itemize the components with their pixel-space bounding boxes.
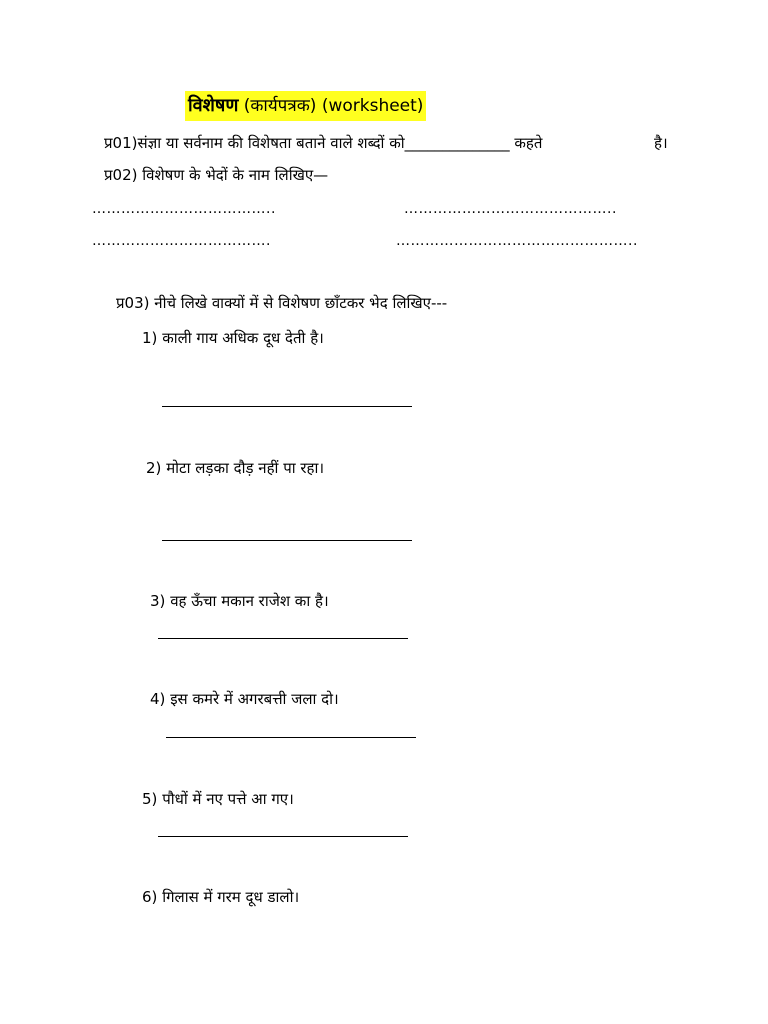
sentence-item (142, 886, 299, 908)
sentence-number: 1) (142, 329, 158, 347)
question-1-end: है। (654, 134, 668, 152)
sentence-text: इस कमरे में अगरबत्ती जला दो। (170, 690, 339, 708)
title-main: विशेषण (188, 95, 239, 116)
sentence-number: 6) (142, 888, 158, 906)
sentence-item (142, 327, 324, 349)
worksheet-title (185, 91, 426, 121)
question-1 (104, 132, 542, 154)
answer-line (158, 638, 408, 639)
sentence-item (142, 788, 294, 810)
sentence-text: पौधों में नए पत्ते आ गए। (162, 790, 294, 808)
sentence-text: वह ऊँचा मकान राजेश का है। (170, 592, 329, 610)
sentence-item (150, 688, 339, 710)
dotted-answer-line: ………………………………. (92, 233, 271, 249)
sentence-number: 3) (150, 592, 166, 610)
answer-line (166, 737, 416, 738)
sentence-text: मोटा लड़का दौड़ नहीं पा रहा। (166, 459, 325, 477)
dotted-answer-line: ……………………………….. (92, 201, 276, 217)
sentence-text: गिलास में गरम दूध डालो। (162, 888, 300, 906)
answer-line (162, 540, 412, 541)
question-2: प्र02) विशेषण के भेदों के नाम लिखिए— (104, 166, 329, 184)
title-sub: (कार्यपत्रक) (worksheet) (243, 96, 424, 116)
sentence-text: काली गाय अधिक दूध देती है। (162, 329, 324, 347)
sentence-number: 5) (142, 790, 158, 808)
sentence-item (146, 457, 324, 479)
dotted-answer-line: ………………………………………….. (396, 233, 638, 249)
dotted-answer-line: …………………………………….. (404, 201, 617, 217)
sentence-item (150, 590, 329, 612)
sentence-number: 4) (150, 690, 166, 708)
sentence-number: 2) (146, 459, 162, 477)
question-1-text: प्र01)संज्ञा या सर्वनाम की विशेषता बताने वाले शब्दों को______________ कहते (104, 134, 543, 152)
question-3: प्र03) नीचे लिखे वाक्यों में से विशेषण छाँटकर भेद लिखिए--- (116, 294, 448, 312)
answer-line (158, 836, 408, 837)
answer-line (162, 406, 412, 407)
